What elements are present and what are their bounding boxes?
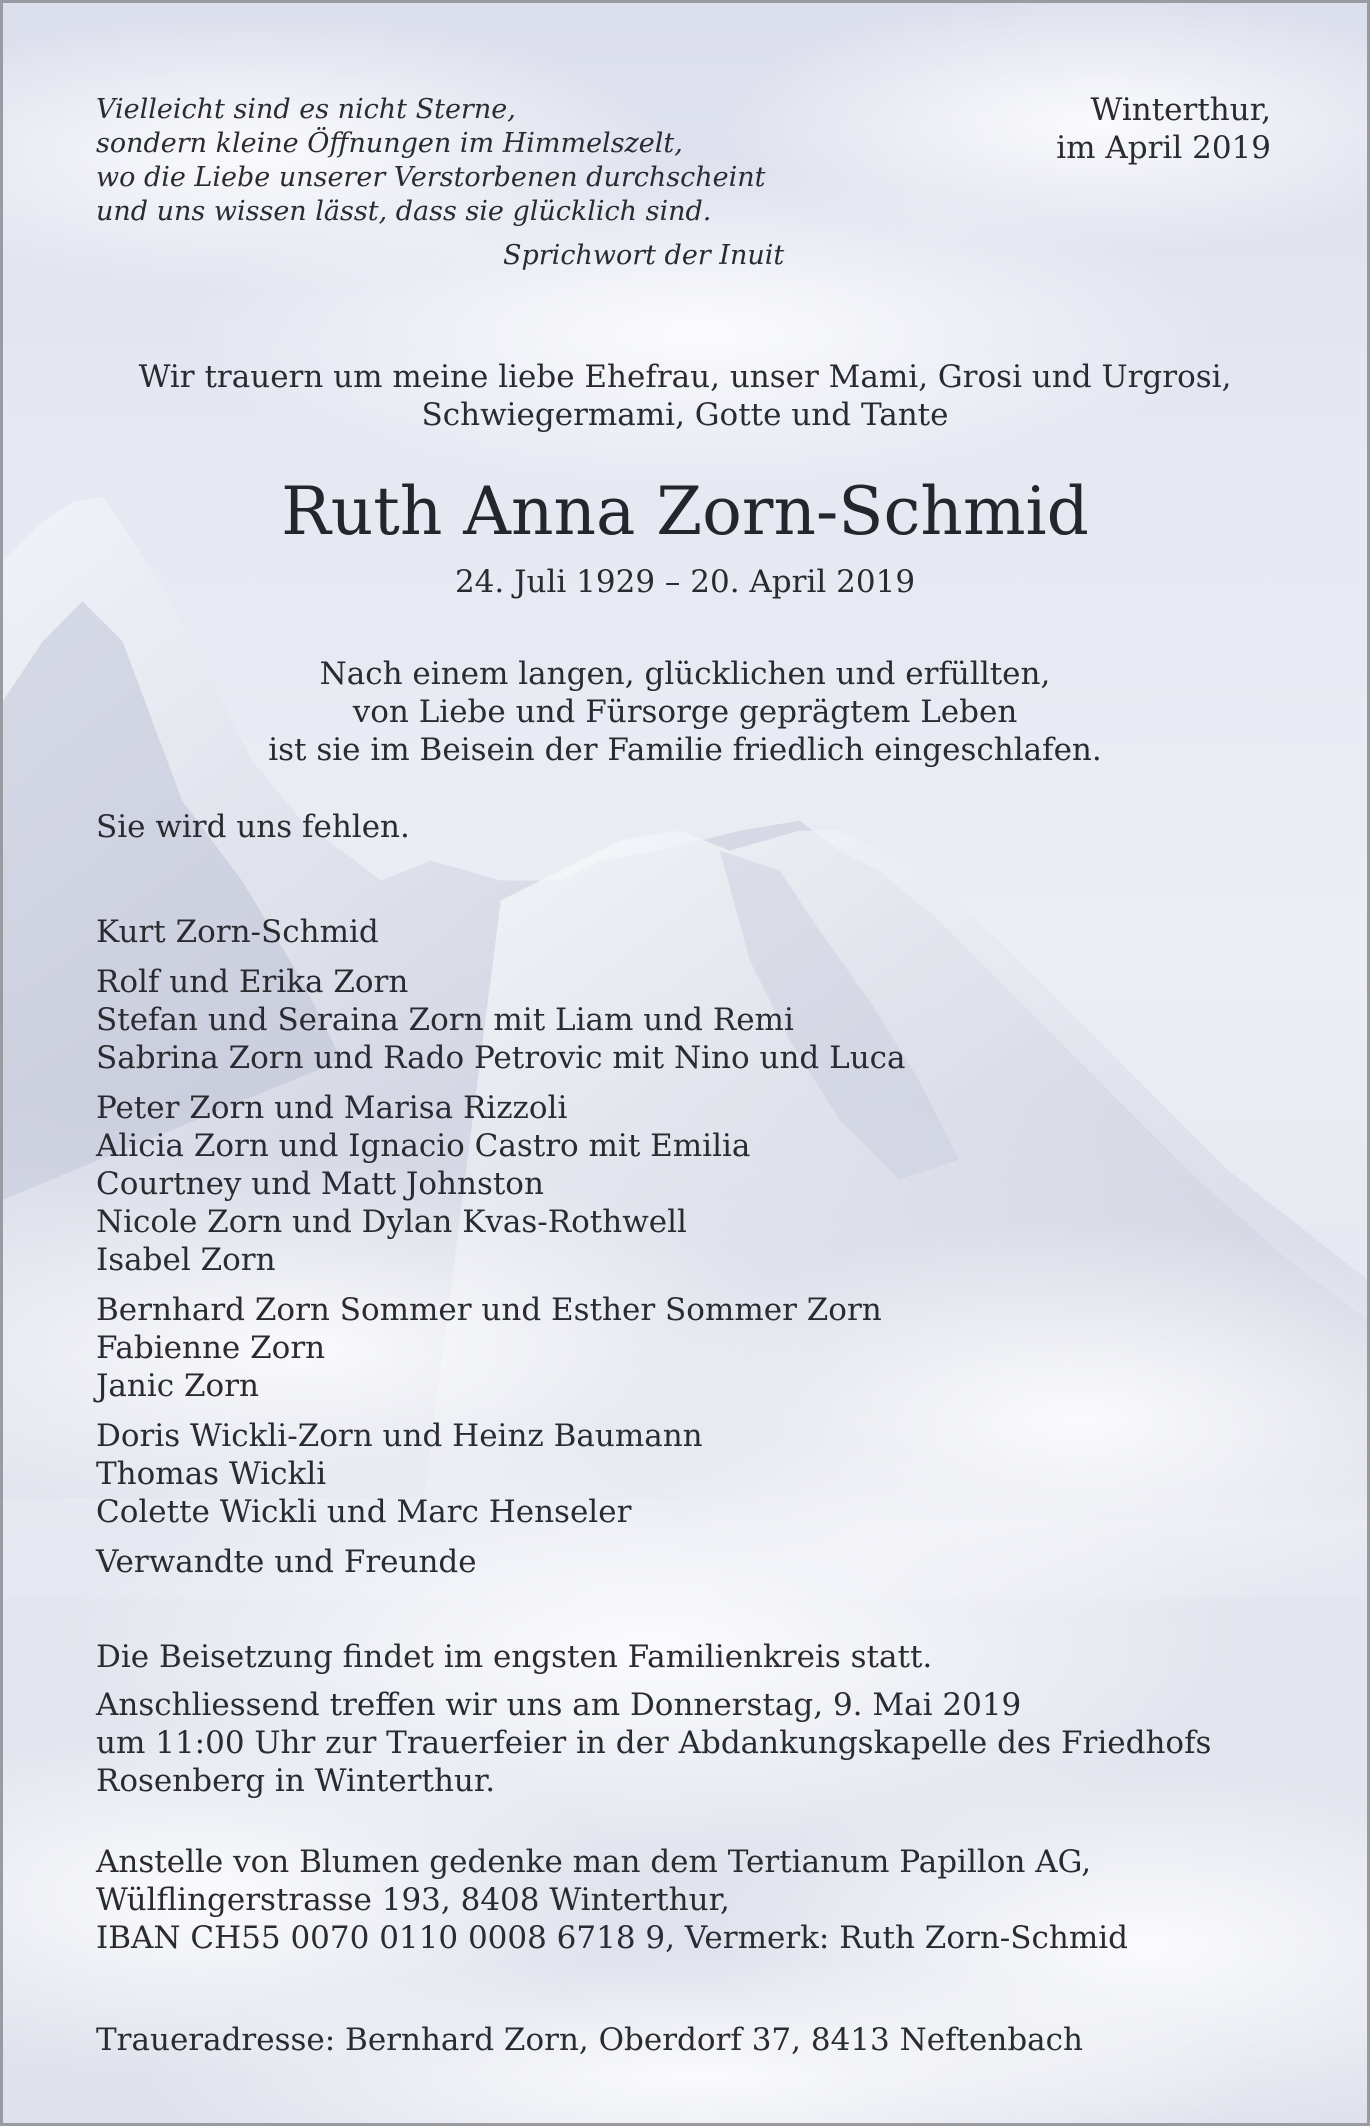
- inuit-quote: [96, 93, 836, 229]
- mourner-group: [96, 1291, 1276, 1405]
- donation-info: [96, 1843, 1128, 1957]
- notice-content: [3, 3, 1367, 2123]
- ceremony-line: um 11:00 Uhr zur Trauerfeier in der Abdankungskapelle des Friedhofs: [96, 1725, 1212, 1761]
- donation-line: IBAN CH55 0070 0110 0008 6718 9, Vermerk: Ruth Zorn-Schmid: [96, 1920, 1128, 1956]
- date: im April 2019: [1056, 130, 1271, 166]
- service-info: [96, 1638, 1211, 1800]
- life-dates: 24. Juli 1929 – 20. April 2019: [454, 564, 916, 600]
- mourner-group: [96, 913, 1276, 951]
- life-line: Nach einem langen, glücklichen und erfüllten,: [319, 656, 1051, 692]
- mourner-entry: Fabienne Zorn: [96, 1330, 326, 1366]
- intro-line: Wir trauern um meine liebe Ehefrau, unser Mami, Grosi und Urgrosi,: [138, 359, 1232, 395]
- mourner-entry: Doris Wickli-Zorn und Heinz Baumann: [96, 1418, 703, 1454]
- mourner-group: [96, 1543, 1276, 1581]
- quote-line: wo die Liebe unserer Verstorbenen durchscheint: [96, 162, 766, 193]
- mourning-intro: [3, 358, 1367, 434]
- intro-line: Schwiegermami, Gotte und Tante: [421, 397, 949, 433]
- mourner-entry: Courtney und Matt Johnston: [96, 1166, 544, 1202]
- place-date: [1056, 91, 1271, 167]
- mourner-entry: Nicole Zorn und Dylan Kvas-Rothwell: [96, 1204, 687, 1240]
- mourner-entry: Isabel Zorn: [96, 1242, 276, 1278]
- life-text: [3, 655, 1367, 769]
- mourners-list: [96, 913, 1276, 1593]
- mourner-group: [96, 1417, 1276, 1531]
- mourning-address: Traueradresse: Bernhard Zorn, Oberdorf 37, 8413 Neftenbach: [96, 2022, 1083, 2058]
- ceremony-line: Rosenberg in Winterthur.: [96, 1763, 496, 1799]
- mourner-entry: Sabrina Zorn und Rado Petrovic mit Nino und Luca: [96, 1040, 906, 1076]
- ceremony-line: Anschliessend treffen wir uns am Donnerstag, 9. Mai 2019: [96, 1687, 1022, 1723]
- mourner-entry: Thomas Wickli: [96, 1456, 327, 1492]
- mourner-entry: Peter Zorn und Marisa Rizzoli: [96, 1090, 568, 1126]
- mourner-entry: Rolf und Erika Zorn: [96, 964, 409, 1000]
- quote-line: sondern kleine Öffnungen im Himmelszelt,: [96, 128, 683, 159]
- donation-line: Anstelle von Blumen gedenke man dem Tertianum Papillon AG,: [96, 1844, 1092, 1880]
- mourner-group: [96, 963, 1276, 1077]
- mourner-entry: Colette Wickli und Marc Henseler: [96, 1494, 632, 1530]
- donation-line: Wülflingerstrasse 193, 8408 Winterthur,: [96, 1882, 730, 1918]
- mourner-entry: Janic Zorn: [96, 1368, 259, 1404]
- place: Winterthur,: [1090, 92, 1271, 128]
- deceased-name: Ruth Anna Zorn-Schmid: [281, 473, 1089, 550]
- mourner-entry: Bernhard Zorn Sommer und Esther Sommer Zorn: [96, 1292, 882, 1328]
- mourner-entry: Kurt Zorn-Schmid: [96, 914, 379, 950]
- mourner-group: [96, 1089, 1276, 1279]
- mourner-entry: Verwandte und Freunde: [96, 1544, 477, 1580]
- mourner-entry: Alicia Zorn und Ignacio Castro mit Emilia: [96, 1128, 751, 1164]
- quote-line: und uns wissen lässt, dass sie glücklich sind.: [96, 196, 712, 227]
- missed-line: Sie wird uns fehlen.: [96, 809, 410, 845]
- mourner-entry: Stefan und Seraina Zorn mit Liam und Remi: [96, 1002, 794, 1038]
- life-line: ist sie im Beisein der Familie friedlich eingeschlafen.: [268, 732, 1102, 768]
- quote-line: Vielleicht sind es nicht Sterne,: [96, 94, 516, 125]
- quote-source: Sprichwort der Inuit: [503, 240, 785, 271]
- life-line: von Liebe und Fürsorge geprägtem Leben: [352, 694, 1018, 730]
- burial-line: Die Beisetzung findet im engsten Familienkreis statt.: [96, 1639, 933, 1675]
